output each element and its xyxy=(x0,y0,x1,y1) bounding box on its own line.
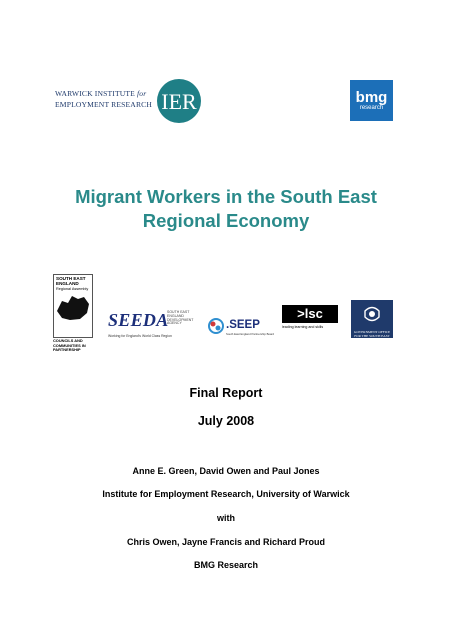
se-councils-text: COUNCILS AND COMMUNITIES IN PARTNERSHIP xyxy=(53,338,86,352)
organisation-secondary: BMG Research xyxy=(193,560,259,570)
authors-primary: Anne E. Green, David Owen and Paul Jones xyxy=(132,466,320,476)
seeda-side-text: SOUTH EAST ENGLAND DEVELOPMENT AGENCY xyxy=(167,310,194,326)
bmg-research-logo xyxy=(350,80,393,121)
seeda-wordmark: SEEDA xyxy=(108,310,169,330)
report-date: July 2008 xyxy=(197,414,255,428)
seeda-logo xyxy=(108,310,204,342)
title-line-2: Regional Economy xyxy=(142,210,310,231)
se-england-title: SOUTH EAST ENGLAND xyxy=(56,276,86,286)
with-text: with xyxy=(217,513,235,523)
ier-logo-icon xyxy=(154,78,204,124)
seep-wordmark: .SEEP xyxy=(226,319,260,331)
title-line-1: Migrant Workers in the South East xyxy=(75,186,377,207)
se-england-assembly-logo xyxy=(53,274,93,353)
seep-mark-icon xyxy=(208,318,224,334)
bmg-logo-big: bmg xyxy=(355,89,388,106)
lsc-wordmark: >lsc xyxy=(282,305,338,323)
se-map-icon xyxy=(54,291,92,325)
seep-logo xyxy=(208,318,275,338)
report-type: Final Report xyxy=(189,386,263,400)
authors-secondary: Chris Owen, Jayne Francis and Richard Proud xyxy=(126,537,326,547)
seeda-tagline: Working for England's World Class Region xyxy=(108,334,172,338)
warwick-ier-wordmark xyxy=(55,89,158,109)
se-england-sub: Regional Assembly xyxy=(56,287,89,291)
warwick-line2: EMPLOYMENT RESEARCH xyxy=(55,100,153,109)
lsc-tagline: leading learning and skills xyxy=(282,325,324,329)
bmg-logo-small: research xyxy=(359,105,384,111)
lsc-logo xyxy=(282,305,340,335)
seep-subtitle: South East England Partnership Board xyxy=(226,332,275,336)
ier-logo-letters: IER xyxy=(161,89,197,114)
gose-logo xyxy=(351,300,393,338)
warwick-line1-for: for xyxy=(137,89,147,98)
warwick-line1-main: WARWICK INSTITUTE xyxy=(55,89,135,98)
warwick-line1 xyxy=(55,89,158,98)
institution: Institute for Employment Research, University of Warwick xyxy=(102,489,350,499)
report-title xyxy=(40,185,412,233)
gose-text: GOVERNMENT OFFICE FOR THE SOUTH EAST xyxy=(353,330,391,338)
royal-crest-icon xyxy=(361,303,383,325)
